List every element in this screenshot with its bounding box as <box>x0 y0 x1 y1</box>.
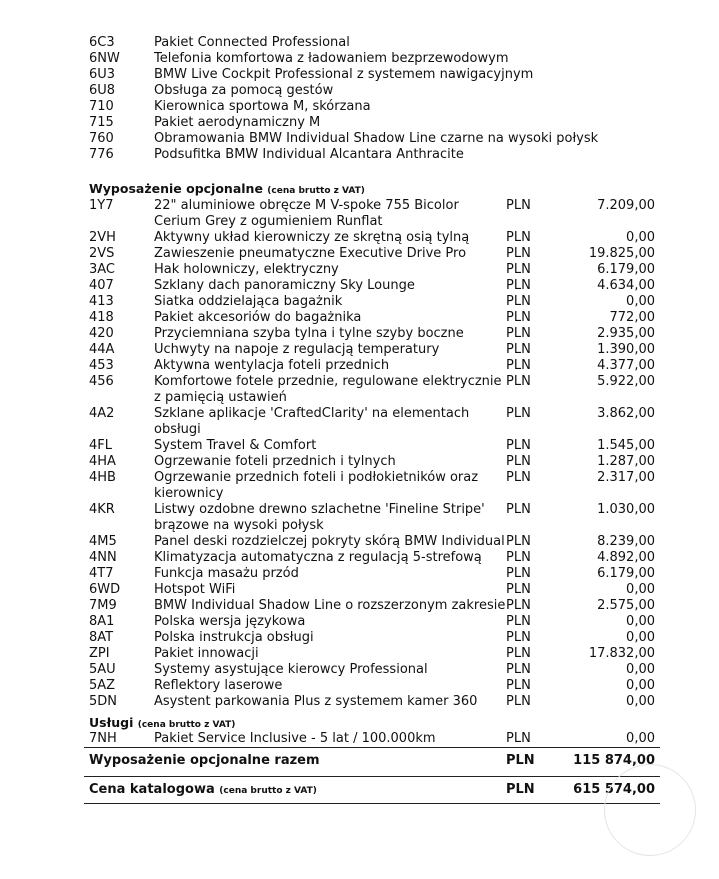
item-price: 6.179,00 <box>597 566 655 581</box>
table-row <box>89 230 655 246</box>
item-description: Ogrzewanie foteli przednich i tylnych <box>154 454 396 469</box>
table-row <box>89 662 655 678</box>
item-description: Obsługa za pomocą gestów <box>154 83 334 98</box>
table-row <box>89 566 655 582</box>
table-row <box>89 246 655 262</box>
table-row <box>89 438 655 454</box>
item-description: Klimatyzacja automatyczna z regulacją 5-strefową <box>154 550 482 565</box>
item-code: 4A2 <box>89 406 115 421</box>
item-description: Hotspot WiFi <box>154 582 236 597</box>
item-price: 0,00 <box>626 614 655 629</box>
optional-total-value: 115 874,00 <box>573 753 655 768</box>
item-code: 776 <box>89 147 114 162</box>
divider <box>84 776 660 777</box>
item-description: Panel deski rozdzielczej pokryty skórą BMW Individual <box>154 534 505 549</box>
item-price: 0,00 <box>626 630 655 645</box>
table-row <box>89 326 655 342</box>
item-description: BMW Individual Shadow Line o rozszerzonym zakresie <box>154 598 506 613</box>
item-description: Przyciemniana szyba tylna i tylne szyby boczne <box>154 326 464 341</box>
table-row <box>89 731 655 747</box>
item-code: 44A <box>89 342 115 357</box>
item-description: Pakiet innowacji <box>154 646 259 661</box>
stamp-mark <box>604 764 696 856</box>
item-price: 7.209,00 <box>597 198 655 213</box>
item-code: 2VH <box>89 230 116 245</box>
item-description: Ogrzewanie przednich foteli i podłokietników oraz kierownicy <box>154 470 479 501</box>
list-item <box>89 115 669 131</box>
item-code: 4M5 <box>89 534 117 549</box>
item-currency: PLN <box>506 646 531 661</box>
item-code: 4T7 <box>89 566 114 581</box>
divider <box>84 747 660 748</box>
item-price: 3.862,00 <box>597 406 655 421</box>
table-row <box>89 358 655 374</box>
table-row <box>89 198 655 230</box>
table-row <box>89 582 655 598</box>
list-item <box>89 51 669 67</box>
services-note: (cena brutto z VAT) <box>137 720 236 730</box>
table-row <box>89 406 655 438</box>
item-price: 4.892,00 <box>597 550 655 565</box>
table-row <box>89 262 655 278</box>
item-code: ZPI <box>89 646 110 661</box>
item-description: BMW Live Cockpit Professional z systemem nawigacyjnym <box>154 67 534 82</box>
item-description: 22" aluminiowe obręcze M V-spoke 755 Bicolor Cerium Grey z ogumieniem Runflat <box>154 198 459 229</box>
item-price: 772,00 <box>609 310 655 325</box>
item-code: 1Y7 <box>89 198 114 213</box>
item-code: 8A1 <box>89 614 115 629</box>
list-item <box>89 99 669 115</box>
table-row <box>89 278 655 294</box>
item-description: Reflektory laserowe <box>154 678 283 693</box>
table-row <box>89 294 655 310</box>
item-code: 6U8 <box>89 83 116 98</box>
item-price: 8.239,00 <box>597 534 655 549</box>
item-currency: PLN <box>506 230 531 245</box>
optional-equipment-title: Wyposażenie opcjonalne <box>89 181 263 196</box>
item-currency: PLN <box>506 694 531 709</box>
item-currency: PLN <box>506 262 531 277</box>
item-currency: PLN <box>506 582 531 597</box>
item-price: 4.634,00 <box>597 278 655 293</box>
optional-total-label: Wyposażenie opcjonalne razem <box>89 753 320 768</box>
item-price: 0,00 <box>626 678 655 693</box>
table-row <box>89 694 655 710</box>
item-currency: PLN <box>506 630 531 645</box>
table-row <box>89 470 655 502</box>
item-currency: PLN <box>506 406 531 421</box>
table-row <box>89 454 655 470</box>
item-price: 5.922,00 <box>597 374 655 389</box>
list-item <box>89 83 669 99</box>
list-item <box>89 131 669 147</box>
item-code: 418 <box>89 310 114 325</box>
item-code: 407 <box>89 278 114 293</box>
item-description: Telefonia komfortowa z ładowaniem bezprzewodowym <box>154 51 509 66</box>
item-price: 1.287,00 <box>597 454 655 469</box>
item-description: Obramowania BMW Individual Shadow Line czarne na wysoki połysk <box>154 131 599 146</box>
item-currency: PLN <box>506 278 531 293</box>
item-description: Aktywny układ kierowniczy ze skrętną osią tylną <box>154 230 470 245</box>
list-item <box>89 67 669 83</box>
item-description: Pakiet akcesoriów do bagażnika <box>154 310 362 325</box>
item-description: Listwy ozdobne drewno szlachetne 'Fineline Stripe' brązowe na wysoki połysk <box>154 502 485 533</box>
catalog-price-row <box>89 782 655 799</box>
table-row <box>89 598 655 614</box>
item-code: 6NW <box>89 51 120 66</box>
optional-equipment-note: (cena brutto z VAT) <box>267 186 365 196</box>
item-code: 6WD <box>89 582 121 597</box>
item-price: 0,00 <box>626 694 655 709</box>
table-row <box>89 374 655 406</box>
item-code: 6C3 <box>89 35 115 50</box>
catalog-price-label: Cena katalogowa <box>89 782 215 797</box>
item-currency: PLN <box>506 566 531 581</box>
item-currency: PLN <box>506 550 531 565</box>
catalog-price-label-group <box>89 782 506 799</box>
item-description: Asystent parkowania Plus z systemem kamer 360 <box>154 694 478 709</box>
item-currency: PLN <box>506 731 531 746</box>
item-currency: PLN <box>506 454 531 469</box>
item-price: 19.825,00 <box>588 246 655 261</box>
item-description: Pakiet aerodynamiczny M <box>154 115 321 130</box>
item-price: 0,00 <box>626 582 655 597</box>
item-description: Siatka oddzielająca bagażnik <box>154 294 343 309</box>
table-row <box>89 310 655 326</box>
table-row <box>89 550 655 566</box>
item-description: Funkcja masażu przód <box>154 566 299 581</box>
item-code: 413 <box>89 294 114 309</box>
item-currency: PLN <box>506 438 531 453</box>
item-currency: PLN <box>506 502 531 517</box>
item-price: 6.179,00 <box>597 262 655 277</box>
item-currency: PLN <box>506 326 531 341</box>
item-code: 715 <box>89 115 114 130</box>
divider <box>84 803 660 804</box>
item-currency: PLN <box>506 310 531 325</box>
item-description: Szklany dach panoramiczny Sky Lounge <box>154 278 415 293</box>
item-description: System Travel & Comfort <box>154 438 317 453</box>
table-row <box>89 502 655 534</box>
catalog-price-value: 615 574,00 <box>573 782 655 797</box>
item-price: 2.575,00 <box>597 598 655 613</box>
item-code: 5AU <box>89 662 116 677</box>
list-item <box>89 35 669 51</box>
item-description: Aktywna wentylacja foteli przednich <box>154 358 390 373</box>
item-price: 17.832,00 <box>588 646 655 661</box>
item-code: 4HA <box>89 454 116 469</box>
standard-equipment-list <box>89 35 669 163</box>
item-price: 1.030,00 <box>597 502 655 517</box>
item-description: Pakiet Connected Professional <box>154 35 350 50</box>
item-currency: PLN <box>506 614 531 629</box>
item-description: Kierownica sportowa M, skórzana <box>154 99 371 114</box>
catalog-price-note: (cena brutto z VAT) <box>219 786 317 796</box>
item-price: 1.545,00 <box>597 438 655 453</box>
table-row <box>89 614 655 630</box>
item-currency: PLN <box>506 342 531 357</box>
item-code: 420 <box>89 326 114 341</box>
services-list <box>89 731 655 747</box>
item-code: 710 <box>89 99 114 114</box>
item-description: Polska instrukcja obsługi <box>154 630 314 645</box>
table-row <box>89 678 655 694</box>
table-row <box>89 534 655 550</box>
item-code: 5DN <box>89 694 118 709</box>
item-code: 4FL <box>89 438 112 453</box>
list-item <box>89 147 669 163</box>
item-description: Zawieszenie pneumatyczne Executive Drive Pro <box>154 246 467 261</box>
optional-equipment-heading <box>89 181 365 199</box>
item-currency: PLN <box>506 198 531 213</box>
item-code: 453 <box>89 358 114 373</box>
table-row <box>89 646 655 662</box>
item-price: 0,00 <box>626 731 655 746</box>
table-row <box>89 342 655 358</box>
item-code: 2VS <box>89 246 115 261</box>
services-title: Usługi <box>89 715 134 730</box>
item-description: Szklane aplikacje 'CraftedClarity' na elementach obsługi <box>154 406 470 437</box>
item-price: 0,00 <box>626 230 655 245</box>
item-currency: PLN <box>506 470 531 485</box>
item-currency: PLN <box>506 598 531 613</box>
item-description: Uchwyty na napoje z regulacją temperatury <box>154 342 440 357</box>
item-code: 4KR <box>89 502 115 517</box>
item-currency: PLN <box>506 678 531 693</box>
item-code: 760 <box>89 131 114 146</box>
item-description: Polska wersja językowa <box>154 614 306 629</box>
item-currency: PLN <box>506 534 531 549</box>
item-currency: PLN <box>506 662 531 677</box>
item-code: 5AZ <box>89 678 116 693</box>
item-description: Hak holowniczy, elektryczny <box>154 262 339 277</box>
item-price: 2.317,00 <box>597 470 655 485</box>
item-price: 2.935,00 <box>597 326 655 341</box>
item-description: Podsufitka BMW Individual Alcantara Anthracite <box>154 147 464 162</box>
item-currency: PLN <box>506 358 531 373</box>
table-row <box>89 630 655 646</box>
optional-equipment-list <box>89 198 655 710</box>
item-currency: PLN <box>506 374 531 389</box>
item-currency: PLN <box>506 294 531 309</box>
catalog-price-currency: PLN <box>506 782 535 797</box>
item-code: 7M9 <box>89 598 117 613</box>
item-price: 4.377,00 <box>597 358 655 373</box>
item-description: Komfortowe fotele przednie, regulowane elektrycznie z pamięcią ustawień <box>154 374 502 405</box>
item-code: 8AT <box>89 630 114 645</box>
item-code: 7NH <box>89 731 117 746</box>
optional-total-currency: PLN <box>506 753 535 768</box>
item-price: 0,00 <box>626 294 655 309</box>
item-code: 3AC <box>89 262 116 277</box>
item-code: 4HB <box>89 470 116 485</box>
item-code: 6U3 <box>89 67 116 82</box>
item-price: 0,00 <box>626 662 655 677</box>
item-description: Pakiet Service Inclusive - 5 lat / 100.000km <box>154 731 436 746</box>
item-code: 456 <box>89 374 114 389</box>
optional-total-row <box>89 753 655 769</box>
item-price: 1.390,00 <box>597 342 655 357</box>
item-description: Systemy asystujące kierowcy Professional <box>154 662 428 677</box>
item-code: 4NN <box>89 550 117 565</box>
item-currency: PLN <box>506 246 531 261</box>
